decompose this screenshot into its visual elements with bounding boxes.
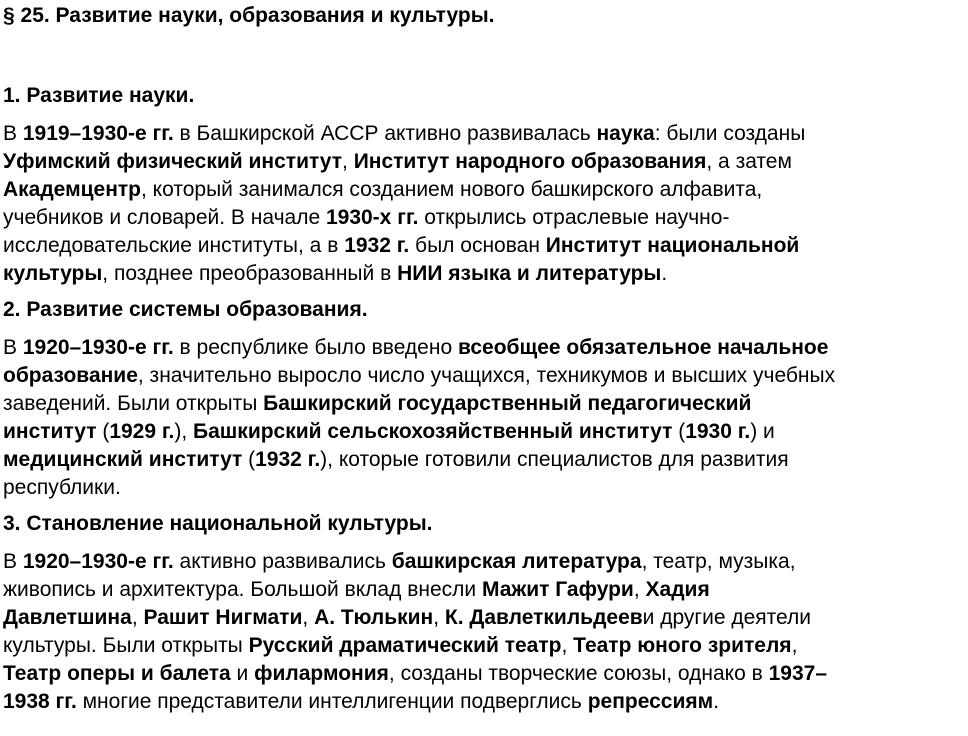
text-run: : были созданы — [654, 122, 806, 145]
bold-term: 1920–1930-е гг. — [22, 550, 174, 573]
bold-term: Театр юного зрителя — [573, 634, 792, 657]
bold-term: Уфимский физический институт — [3, 150, 343, 173]
bold-term: Хадия — [645, 578, 710, 601]
bold-term: Институт национальной — [545, 234, 800, 257]
bold-term: Академцентр — [3, 178, 142, 201]
bold-term: К. Давлеткильдеев — [444, 606, 643, 629]
paragraph-line — [3, 334, 968, 362]
bold-term: репрессиям — [587, 690, 714, 713]
text-run: учебников и словарей. В начале — [3, 206, 326, 229]
text-run: , — [561, 634, 574, 657]
section-paragraph — [3, 334, 968, 502]
text-run: ( — [672, 420, 686, 443]
paragraph-line — [3, 474, 968, 502]
text-run: в Башкирской АССР активно развивалась — [173, 122, 597, 145]
text-run: , театр, музыка, — [641, 550, 796, 573]
bold-term: Институт народного образования — [353, 150, 707, 173]
text-run: . — [661, 262, 668, 285]
text-run: ), — [174, 420, 194, 443]
bold-term: А. Тюлькин — [314, 606, 434, 629]
text-run: ( — [96, 420, 110, 443]
bold-term: 1938 гг. — [3, 690, 77, 713]
paragraph-line — [3, 148, 968, 176]
text-run: был основан — [409, 234, 546, 257]
bold-term: медицинский институт — [3, 448, 243, 471]
text-run: , а затем — [706, 150, 792, 173]
text-run: , — [433, 606, 445, 629]
bold-term: Башкирский государственный педагогический — [263, 392, 752, 415]
text-run: , — [633, 578, 646, 601]
bold-term: 1919–1930-е гг. — [22, 122, 174, 145]
bold-term: 1929 г. — [109, 420, 175, 443]
bold-term: 1932 г. — [255, 448, 321, 471]
text-run: , — [302, 606, 315, 629]
section-culture — [3, 510, 968, 716]
bold-term: Рашит Нигмати — [143, 606, 303, 629]
section-science — [3, 82, 968, 288]
paragraph-line — [3, 362, 968, 390]
bold-term: 1937– — [768, 662, 828, 685]
text-run: ), которые готовили специалистов для развития — [320, 448, 789, 471]
paragraph-line — [3, 418, 968, 446]
section-paragraph — [3, 120, 968, 288]
text-run: , значительно выросло число учащихся, техникумов и высших учебных — [137, 364, 836, 387]
bold-term: 1930 г. — [685, 420, 751, 443]
text-run: заведений. Были открыты — [3, 392, 264, 415]
paragraph-line — [3, 390, 968, 418]
text-run: ) и — [750, 420, 775, 443]
paragraph-line — [3, 660, 968, 688]
bold-term: НИИ языка и литературы — [397, 262, 662, 285]
bold-term: всеобщее обязательное начальное — [457, 336, 829, 359]
text-run: многие представители интеллигенции подверглись — [76, 690, 588, 713]
paragraph-line — [3, 120, 968, 148]
section-heading: 2. Развитие системы образования. — [3, 298, 368, 321]
section-heading: 1. Развитие науки. — [3, 84, 195, 107]
paragraph-line — [3, 688, 968, 716]
paragraph-line — [3, 604, 968, 632]
text-run: живопись и архитектура. Большой вклад внесли — [3, 578, 482, 601]
paragraph-line — [3, 446, 968, 474]
bold-term: Мажит Гафури — [481, 578, 634, 601]
text-run: и — [230, 662, 255, 685]
text-run: , — [131, 606, 144, 629]
text-run: . — [713, 690, 720, 713]
paragraph-line — [3, 204, 968, 232]
text-run: В — [3, 550, 23, 573]
bold-term: образование — [3, 364, 138, 387]
section-paragraph — [3, 548, 968, 716]
text-run: в республике было введено — [173, 336, 458, 359]
bold-term: 1920–1930-е гг. — [22, 336, 174, 359]
paragraph-line — [3, 260, 968, 288]
page-title: § 25. Развитие науки, образования и культуры. — [3, 4, 495, 27]
section-education — [3, 296, 968, 502]
bold-term: культуры — [3, 262, 103, 285]
paragraph-line — [3, 632, 968, 660]
bold-term: 1930-х гг. — [325, 206, 419, 229]
section-heading: 3. Становление национальной культуры. — [3, 512, 433, 535]
text-run: исследовательские институты, а в — [3, 234, 345, 257]
text-run: республики. — [3, 476, 121, 499]
bold-term: Башкирский сельскохозяйственный институт — [193, 420, 673, 443]
paragraph-line — [3, 576, 968, 604]
paragraph-line — [3, 548, 968, 576]
text-run: , позднее преобразованный в — [102, 262, 398, 285]
bold-term: Театр оперы и балета — [3, 662, 231, 685]
text-run: , который занимался созданием нового башкирского алфавита, — [141, 178, 763, 201]
text-run: В — [3, 122, 23, 145]
bold-term: Давлетшина — [3, 606, 132, 629]
text-run: , — [791, 634, 798, 657]
text-run: открылись отраслевые научно- — [418, 206, 730, 229]
text-run: ( — [242, 448, 256, 471]
bold-term: наука — [596, 122, 655, 145]
text-run: культуры. Были открыты — [3, 634, 249, 657]
bold-term: 1932 г. — [344, 234, 410, 257]
bold-term: филармония — [254, 662, 389, 685]
text-run: и другие деятели — [642, 606, 811, 629]
paragraph-line — [3, 176, 968, 204]
bold-term: Русский драматический театр — [248, 634, 562, 657]
bold-term: башкирская литература — [391, 550, 642, 573]
text-run: , — [342, 150, 354, 173]
text-run: В — [3, 336, 23, 359]
bold-term: институт — [3, 420, 97, 443]
text-run: , созданы творческие союзы, однако в — [388, 662, 769, 685]
paragraph-line — [3, 232, 968, 260]
text-run: активно развивались — [173, 550, 392, 573]
